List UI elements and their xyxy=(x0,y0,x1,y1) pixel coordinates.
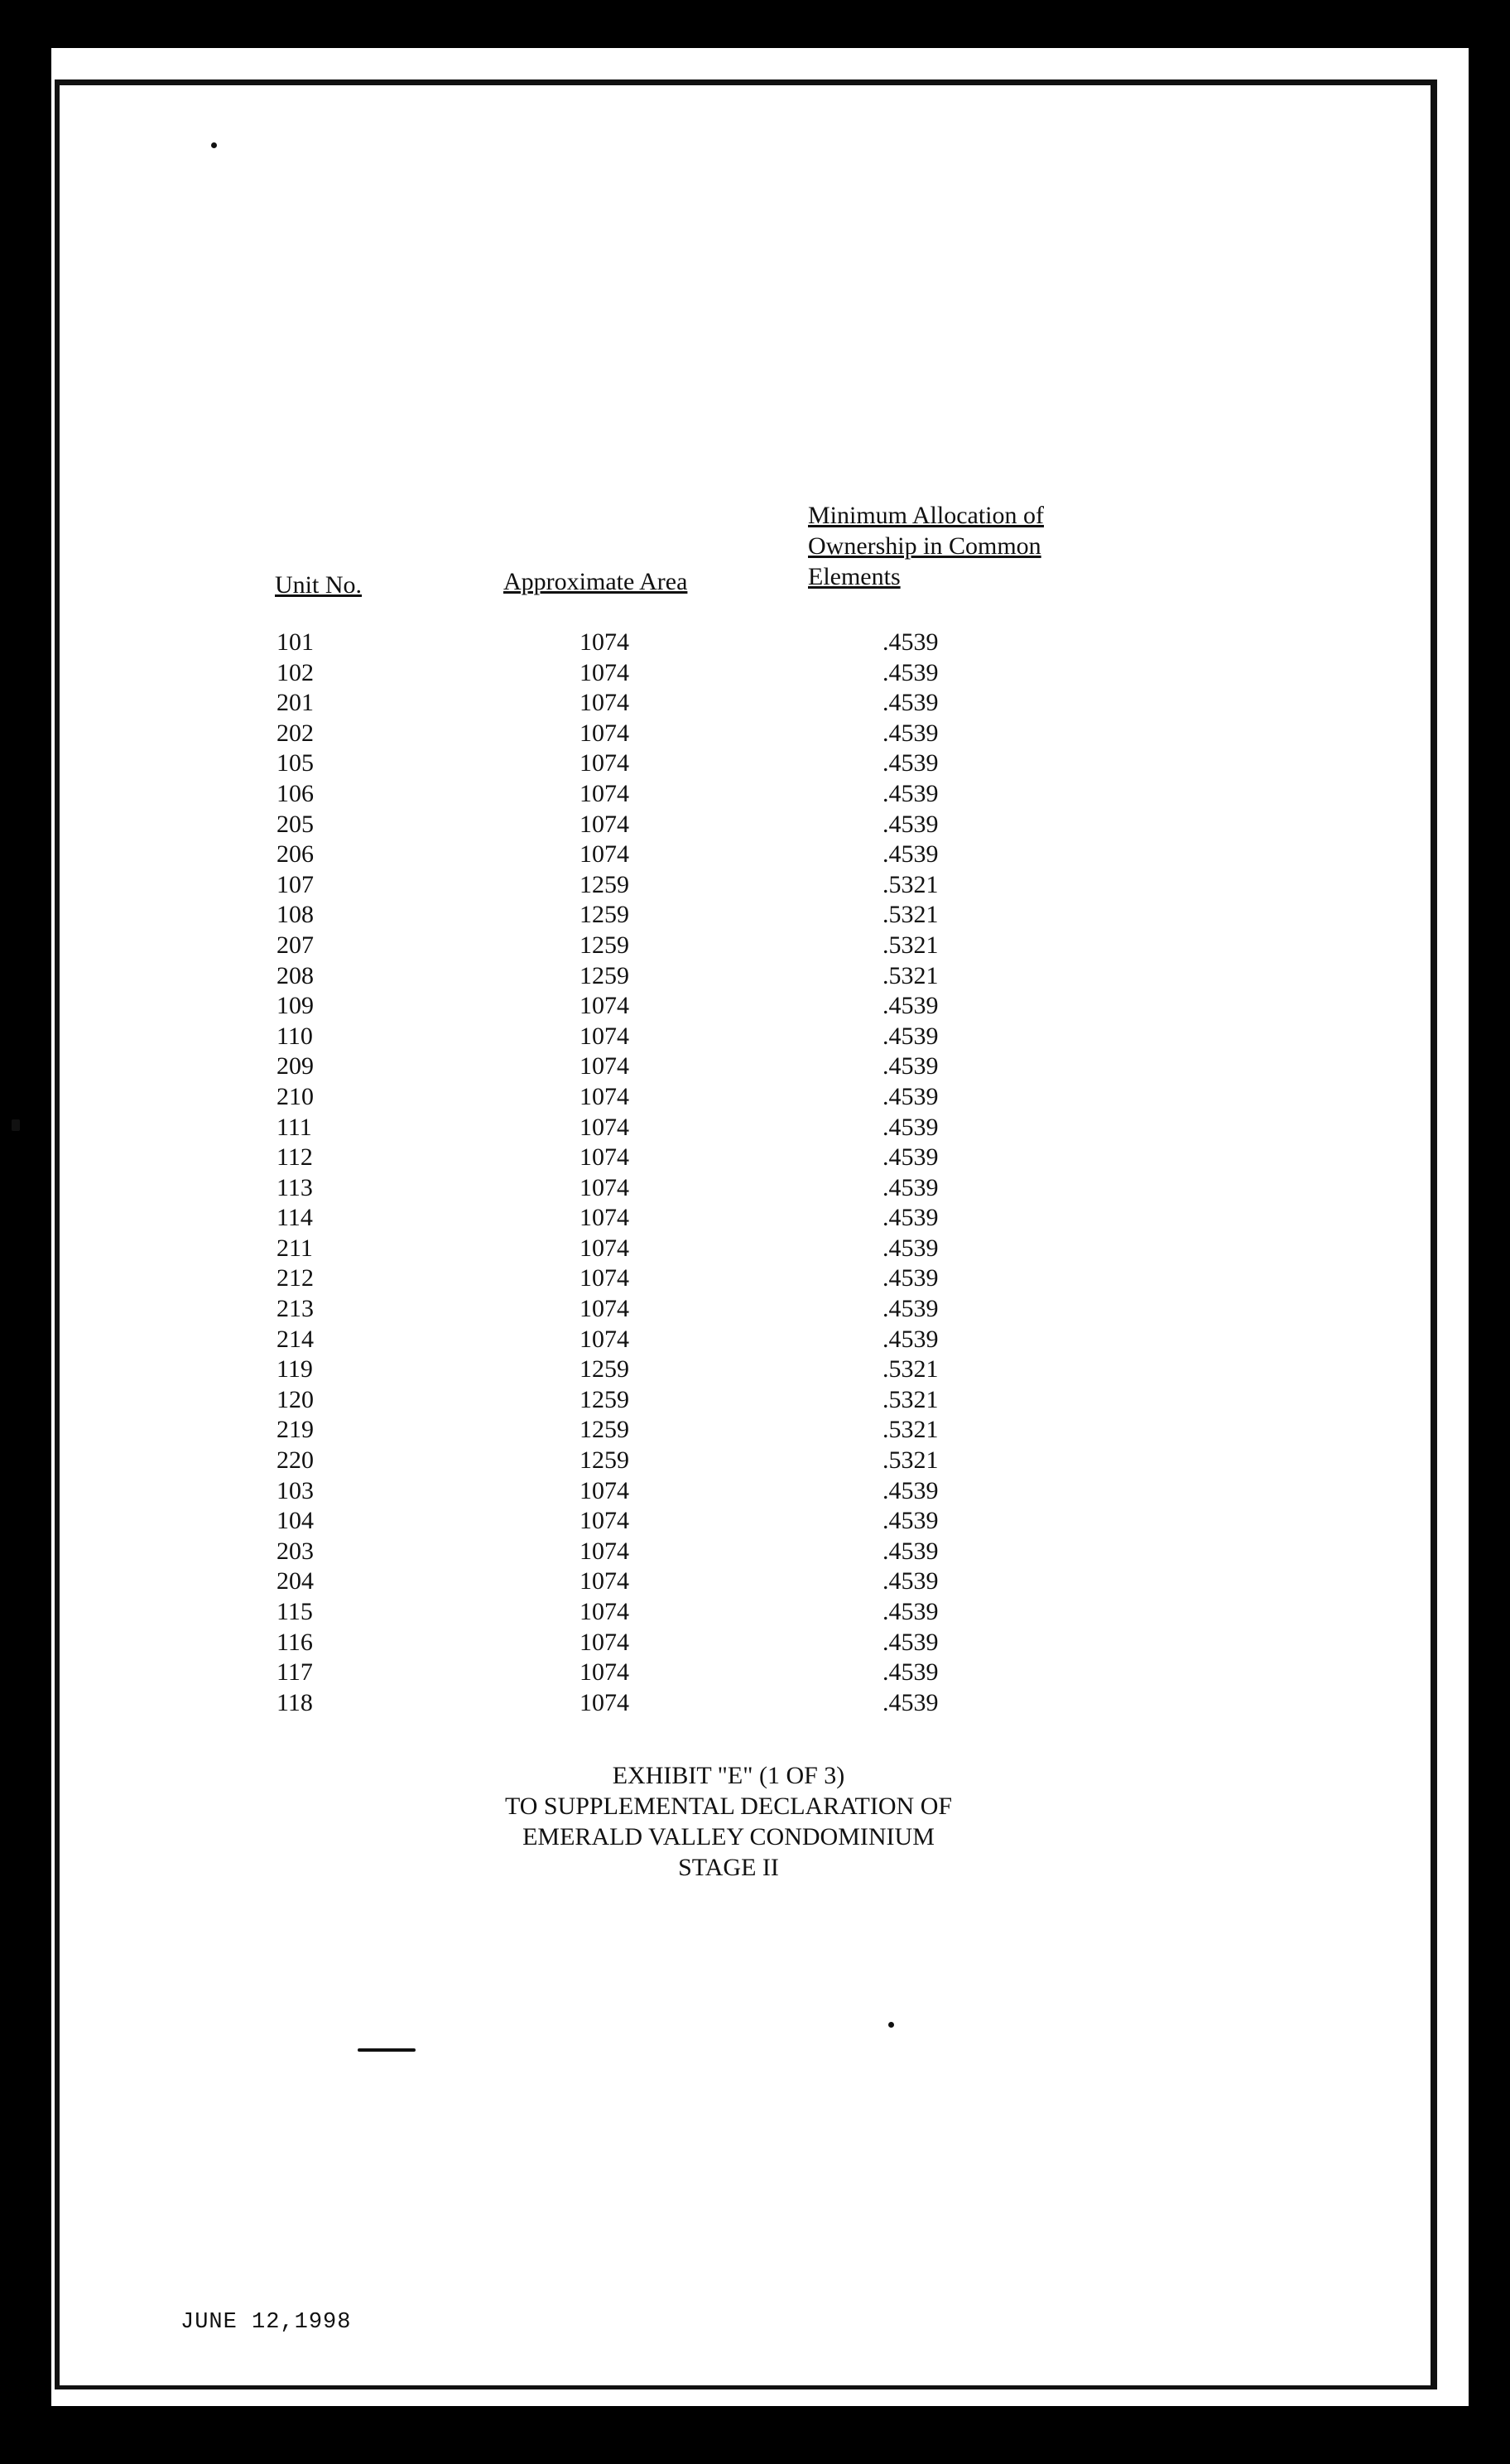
approximate-area-cell: 1074 xyxy=(579,1143,629,1172)
allocation-cell: .4539 xyxy=(882,1113,939,1141)
unit-number-cell: 206 xyxy=(277,840,314,869)
approximate-area-cell: 1074 xyxy=(579,689,629,717)
allocation-cell: .4539 xyxy=(882,1628,939,1656)
allocation-cell: .4539 xyxy=(882,1022,939,1050)
allocation-column xyxy=(882,628,939,1718)
allocation-cell: .4539 xyxy=(882,1204,939,1232)
allocation-cell: .5321 xyxy=(882,961,939,989)
approximate-area-cell: 1074 xyxy=(579,628,629,656)
unit-number-cell: 108 xyxy=(277,901,314,929)
approximate-area-cell: 1259 xyxy=(579,1385,629,1413)
unit-number-cell: 114 xyxy=(277,1204,313,1232)
allocation-cell: .4539 xyxy=(882,1173,939,1201)
exhibit-project-name: EMERALD VALLEY CONDOMINIUM xyxy=(522,1823,935,1850)
allocation-cell: .5321 xyxy=(882,870,939,898)
allocation-cell: .4539 xyxy=(882,1658,939,1687)
allocation-cell: .4539 xyxy=(882,1567,939,1595)
allocation-cell: .4539 xyxy=(882,1052,939,1080)
header-allocation-line1: Minimum Allocation of xyxy=(808,502,1044,529)
approximate-area-cell: 1074 xyxy=(579,840,629,869)
allocation-cell: .4539 xyxy=(882,628,939,656)
unit-number-cell: 212 xyxy=(277,1264,314,1292)
approximate-area-cell: 1074 xyxy=(579,1022,629,1050)
approximate-area-cell: 1259 xyxy=(579,1355,629,1384)
document-date: JUNE 12,1998 xyxy=(180,2310,352,2335)
allocation-cell: .4539 xyxy=(882,1295,939,1323)
allocation-cell: .4539 xyxy=(882,749,939,777)
unit-number-cell: 103 xyxy=(277,1476,314,1504)
unit-number-cell: 209 xyxy=(277,1052,314,1080)
unit-number-cell: 203 xyxy=(277,1537,314,1565)
allocation-cell: .5321 xyxy=(882,1355,939,1384)
header-allocation-line3: Elements xyxy=(808,563,901,590)
allocation-cell: .5321 xyxy=(882,1385,939,1413)
allocation-cell: .4539 xyxy=(882,810,939,838)
approximate-area-cell: 1074 xyxy=(579,749,629,777)
allocation-cell: .4539 xyxy=(882,1688,939,1716)
approximate-area-cell: 1074 xyxy=(579,992,629,1020)
approximate-area-cell: 1074 xyxy=(579,779,629,807)
header-approximate-area: Approximate Area xyxy=(503,568,688,595)
unit-number-cell: 102 xyxy=(277,658,314,686)
allocation-cell: .5321 xyxy=(882,931,939,959)
approximate-area-column xyxy=(579,628,629,1718)
unit-number-cell: 207 xyxy=(277,931,314,959)
header-allocation-line2: Ownership in Common xyxy=(808,532,1041,560)
unit-number-cell: 208 xyxy=(277,961,314,989)
approximate-area-cell: 1074 xyxy=(579,1234,629,1262)
unit-number-cell: 213 xyxy=(277,1295,314,1323)
unit-number-cell: 117 xyxy=(277,1658,313,1687)
approximate-area-cell: 1259 xyxy=(579,870,629,898)
approximate-area-cell: 1074 xyxy=(579,719,629,747)
approximate-area-cell: 1259 xyxy=(579,931,629,959)
unit-number-cell: 111 xyxy=(277,1113,312,1141)
approximate-area-cell: 1074 xyxy=(579,1658,629,1687)
exhibit-caption xyxy=(464,1760,993,1883)
allocation-cell: .4539 xyxy=(882,1476,939,1504)
unit-number-cell: 120 xyxy=(277,1385,314,1413)
approximate-area-cell: 1074 xyxy=(579,1113,629,1141)
allocation-cell: .4539 xyxy=(882,1234,939,1262)
unit-number-cell: 201 xyxy=(277,689,314,717)
exhibit-stage: STAGE II xyxy=(678,1854,779,1881)
unit-number-cell: 202 xyxy=(277,719,314,747)
unit-number-cell: 205 xyxy=(277,810,314,838)
unit-number-cell: 214 xyxy=(277,1325,314,1353)
approximate-area-cell: 1074 xyxy=(579,1628,629,1656)
exhibit-title: EXHIBIT "E" (1 OF 3) xyxy=(612,1762,845,1789)
unit-number-column xyxy=(277,628,314,1718)
allocation-cell: .4539 xyxy=(882,1507,939,1535)
approximate-area-cell: 1074 xyxy=(579,1204,629,1232)
unit-number-cell: 107 xyxy=(277,870,314,898)
approximate-area-cell: 1259 xyxy=(579,1416,629,1444)
unit-number-cell: 113 xyxy=(277,1173,313,1201)
unit-number-cell: 112 xyxy=(277,1143,313,1172)
unit-number-cell: 204 xyxy=(277,1567,314,1595)
approximate-area-cell: 1074 xyxy=(579,1537,629,1565)
allocation-cell: .4539 xyxy=(882,1082,939,1110)
unit-number-cell: 104 xyxy=(277,1507,314,1535)
unit-number-cell: 118 xyxy=(277,1688,313,1716)
unit-number-cell: 109 xyxy=(277,992,314,1020)
allocation-cell: .4539 xyxy=(882,1598,939,1625)
unit-number-cell: 219 xyxy=(277,1416,314,1444)
approximate-area-cell: 1074 xyxy=(579,1052,629,1080)
approximate-area-cell: 1074 xyxy=(579,1507,629,1535)
approximate-area-cell: 1074 xyxy=(579,1567,629,1595)
approximate-area-cell: 1074 xyxy=(579,1598,629,1625)
approximate-area-cell: 1074 xyxy=(579,1264,629,1292)
allocation-cell: .4539 xyxy=(882,1264,939,1292)
unit-number-cell: 115 xyxy=(277,1598,313,1625)
unit-number-cell: 110 xyxy=(277,1022,313,1050)
unit-number-cell: 101 xyxy=(277,628,314,656)
exhibit-subtitle: TO SUPPLEMENTAL DECLARATION OF xyxy=(504,1793,953,1820)
approximate-area-cell: 1074 xyxy=(579,1082,629,1110)
allocation-cell: .4539 xyxy=(882,689,939,717)
allocation-cell: .4539 xyxy=(882,1537,939,1565)
allocation-cell: .4539 xyxy=(882,1143,939,1172)
allocation-cell: .4539 xyxy=(882,992,939,1020)
allocation-cell: .5321 xyxy=(882,1416,939,1444)
approximate-area-cell: 1074 xyxy=(579,1173,629,1201)
approximate-area-cell: 1074 xyxy=(579,658,629,686)
allocation-cell: .4539 xyxy=(882,1325,939,1353)
unit-number-cell: 220 xyxy=(277,1446,314,1475)
unit-number-cell: 116 xyxy=(277,1628,313,1656)
approximate-area-cell: 1074 xyxy=(579,1325,629,1353)
unit-number-cell: 105 xyxy=(277,749,314,777)
approximate-area-cell: 1259 xyxy=(579,1446,629,1475)
allocation-cell: .4539 xyxy=(882,658,939,686)
scan-speck xyxy=(211,142,217,148)
approximate-area-cell: 1259 xyxy=(579,901,629,929)
scan-speck xyxy=(888,2022,894,2028)
approximate-area-cell: 1074 xyxy=(579,1688,629,1716)
allocation-cell: .4539 xyxy=(882,779,939,807)
approximate-area-cell: 1074 xyxy=(579,1476,629,1504)
unit-number-cell: 210 xyxy=(277,1082,314,1110)
scan-speck xyxy=(12,1119,20,1131)
unit-number-cell: 211 xyxy=(277,1234,313,1262)
approximate-area-cell: 1259 xyxy=(579,961,629,989)
allocation-cell: .5321 xyxy=(882,901,939,929)
allocation-cell: .4539 xyxy=(882,719,939,747)
approximate-area-cell: 1074 xyxy=(579,810,629,838)
allocation-cell: .4539 xyxy=(882,840,939,869)
scan-speck xyxy=(358,2048,416,2052)
unit-number-cell: 119 xyxy=(277,1355,313,1384)
approximate-area-cell: 1074 xyxy=(579,1295,629,1323)
page-border xyxy=(55,79,1437,2389)
unit-number-cell: 106 xyxy=(277,779,314,807)
header-unit-no: Unit No. xyxy=(275,571,362,599)
allocation-cell: .5321 xyxy=(882,1446,939,1475)
